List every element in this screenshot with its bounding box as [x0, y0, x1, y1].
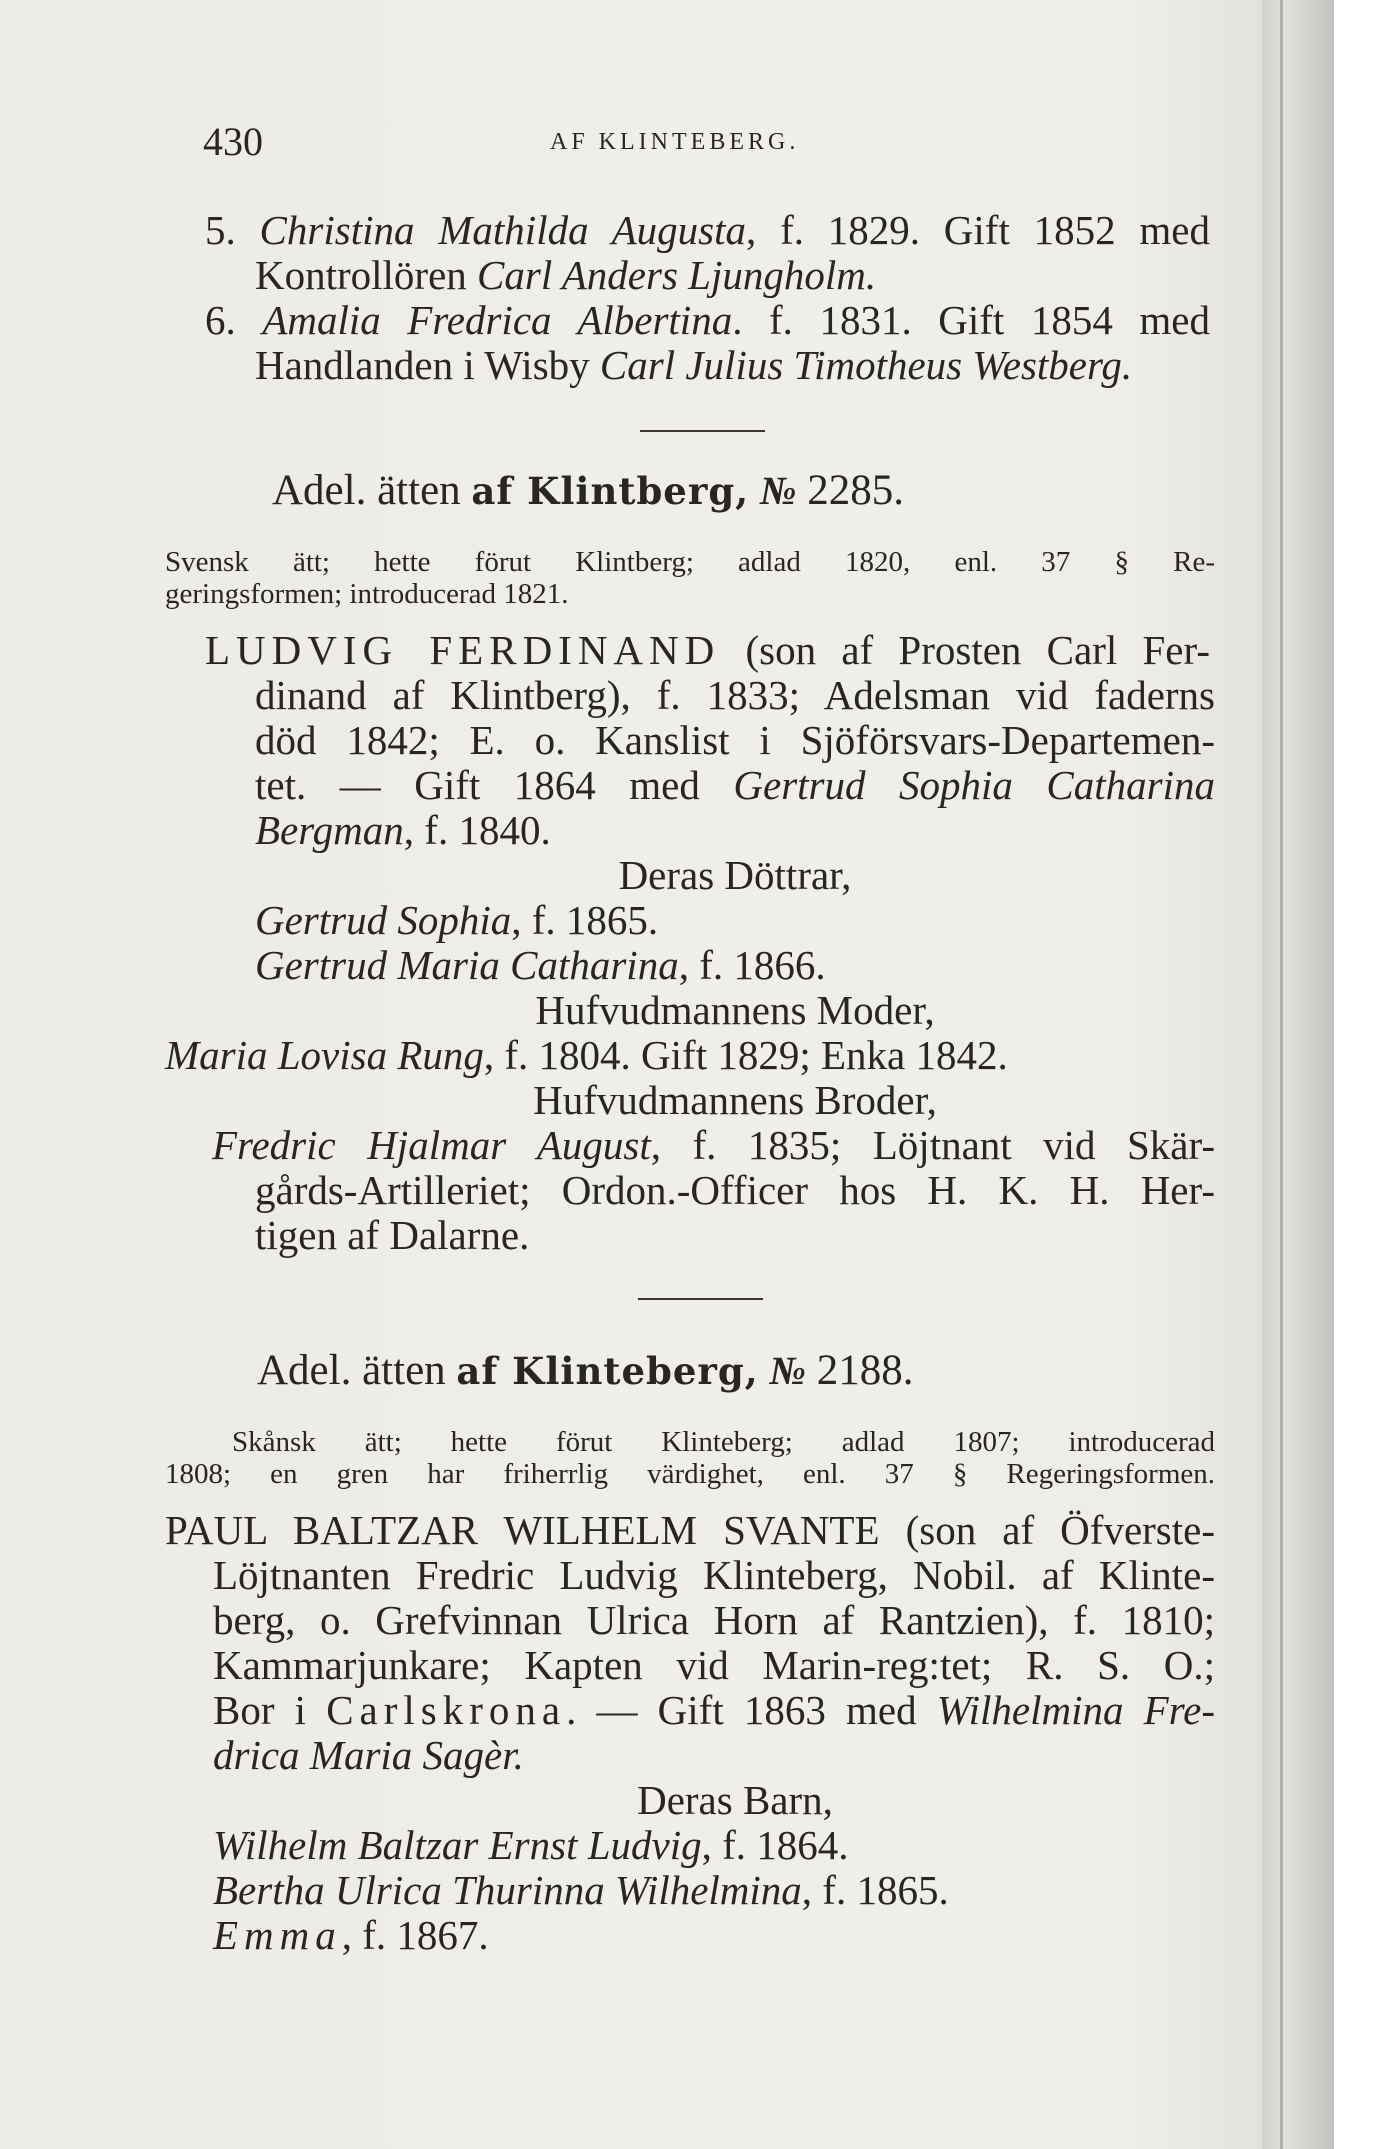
family-title-prefix: Adel. ätten — [272, 467, 461, 514]
text-segment: tet. — Gift 1864 med — [255, 762, 734, 808]
head-of-family-line — [255, 672, 1215, 718]
italic-segment: Carl Julius Timotheus Westberg. — [599, 342, 1133, 388]
family-name: af Klintberg, — [471, 469, 750, 513]
text-segment: tigen af Dalarne. — [255, 1212, 530, 1258]
child-birth: , f. 1867. — [341, 1912, 489, 1958]
numero-sign: № — [759, 468, 797, 513]
head-of-family-line — [213, 1552, 1215, 1598]
text-segment: Handlanden i Wisby — [255, 342, 600, 388]
italic-segment: Carl Anders Ljungholm. — [477, 252, 877, 298]
head-of-family-line — [213, 1642, 1215, 1688]
text-segment: . — Gift 1863 med — [566, 1687, 937, 1733]
text-segment: . f. 1831. Gift 1854 med — [732, 297, 1210, 343]
page-number: 430 — [203, 119, 263, 164]
head-of-family-line — [165, 1507, 1215, 1553]
family-name: af Klinteberg, — [456, 1349, 759, 1393]
child-birth: , f. 1864. — [701, 1822, 849, 1868]
section-divider — [640, 430, 765, 432]
mother-heading: Hufvudmannens Moder, — [535, 987, 935, 1033]
family-number: 2188. — [816, 1347, 914, 1394]
text-segment: dinand af Klintberg), f. 1833; Adelsman vid faderns — [255, 672, 1215, 718]
text-segment: , f. 1829. Gift 1852 med — [746, 207, 1210, 253]
brother-line — [212, 1122, 1215, 1168]
family-title-prefix: Adel. ätten — [257, 1347, 446, 1394]
daughter-birth: , f. 1866. — [678, 942, 826, 988]
daughter-entry — [255, 897, 1215, 943]
numero-sign: № — [769, 1348, 806, 1393]
child-name: Wilhelm Baltzar Ernst Ludvig — [213, 1822, 702, 1868]
family-number: 2285. — [807, 467, 904, 514]
text-segment: död 1842; E. o. Kanslist i Sjöförsvars-Departemen- — [255, 717, 1215, 763]
text-segment: PAUL BALTZAR WILHELM SVANTE (son af Öfverste- — [165, 1507, 1215, 1553]
text-segment: Kammarjunkare; Kapten vid Marin-reg:tet; R. S. O.; — [213, 1642, 1215, 1688]
brother-line — [255, 1212, 1215, 1258]
family-summary-line: Skånsk ätt; hette förut Klinteberg; adlad 1807; introducerad — [232, 1426, 1215, 1458]
continuation-line — [205, 297, 1210, 343]
italic-segment: Bergman — [255, 807, 404, 853]
head-of-family-line — [213, 1687, 1215, 1733]
child-entry — [213, 1867, 1173, 1913]
text-segment: Löjtnanten Fredric Ludvig Klinteberg, Nobil. af Klinte- — [213, 1552, 1215, 1598]
family-title — [272, 466, 904, 515]
daughter-name: Gertrud Maria Catharina — [255, 942, 679, 988]
child-birth: , f. 1865. — [801, 1867, 949, 1913]
children-heading: Deras Barn, — [637, 1777, 833, 1823]
italic-segment: Fredric Hjalmar August — [212, 1122, 651, 1168]
head-of-family-line — [255, 762, 1215, 808]
spaced-segment: Carlskrona — [326, 1687, 567, 1733]
book-gutter — [1262, 0, 1334, 2149]
head-of-family-line — [205, 627, 1210, 673]
italic-segment: Gertrud Sophia Catharina — [733, 762, 1215, 808]
daughter-birth: , f. 1865. — [511, 897, 659, 943]
daughter-name: Gertrud Sophia — [255, 897, 512, 943]
daughters-heading: Deras Döttrar, — [618, 852, 852, 898]
italic-segment: Amalia Fredrica Albertina — [262, 297, 733, 343]
continuation-line — [255, 342, 1215, 388]
text-segment: Kontrollören — [255, 252, 478, 298]
scan-margin — [1334, 0, 1377, 2149]
text-segment: 6. — [205, 297, 263, 343]
text-segment: gårds-Artilleriet; Ordon.-Officer hos H. K. H. Her- — [255, 1167, 1215, 1213]
gutter-fold-line — [1280, 0, 1283, 2149]
italic-segment: drica Maria Sagèr. — [213, 1732, 524, 1778]
brother-heading: Hufvudmannens Broder, — [533, 1077, 937, 1123]
text-segment: , f. 1840. — [403, 807, 551, 853]
family-summary-line: 1808; en gren har friherrlig värdighet, enl. 37 § Regeringsformen. — [165, 1458, 1215, 1490]
mother-entry — [165, 1032, 1215, 1078]
italic-segment: Wilhelmina Fre- — [936, 1687, 1215, 1733]
running-title: AF KLINTEBERG. — [550, 129, 800, 155]
child-entry — [213, 1822, 1173, 1868]
continuation-line — [205, 207, 1210, 253]
head-of-family-line — [213, 1597, 1215, 1643]
text-segment: (son af Prosten Carl Fer- — [720, 627, 1210, 673]
child-entry — [213, 1912, 1173, 1958]
head-of-family-line — [255, 717, 1215, 763]
italic-segment: Christina Mathilda Augusta — [259, 207, 747, 253]
head-of-family-line — [213, 1732, 1215, 1778]
continuation-line — [255, 252, 1215, 298]
section-divider — [638, 1298, 763, 1300]
mother-name: Maria Lovisa Rung — [165, 1032, 484, 1078]
text-segment: Bor i — [213, 1687, 327, 1733]
text-segment: berg, o. Grefvinnan Ulrica Horn af Rantzien), f. 1810; — [213, 1597, 1215, 1643]
daughter-entry — [255, 942, 1215, 988]
spaced-segment: LUDVIG FERDINAND — [205, 627, 721, 673]
mother-details: , f. 1804. Gift 1829; Enka 1842. — [483, 1032, 1008, 1078]
text-segment: , f. 1835; Löjtnant vid Skär- — [650, 1122, 1215, 1168]
family-summary-line: Svensk ätt; hette förut Klintberg; adlad 1820, enl. 37 § Re- — [165, 546, 1215, 578]
head-of-family-line — [255, 807, 1215, 853]
family-title — [257, 1346, 914, 1395]
family-summary-line: geringsformen; introducerad 1821. — [165, 578, 569, 610]
child-name: Emma — [213, 1912, 342, 1958]
brother-line — [255, 1167, 1215, 1213]
child-name: Bertha Ulrica Thurinna Wilhelmina — [213, 1867, 802, 1913]
text-segment: 5. — [205, 207, 260, 253]
